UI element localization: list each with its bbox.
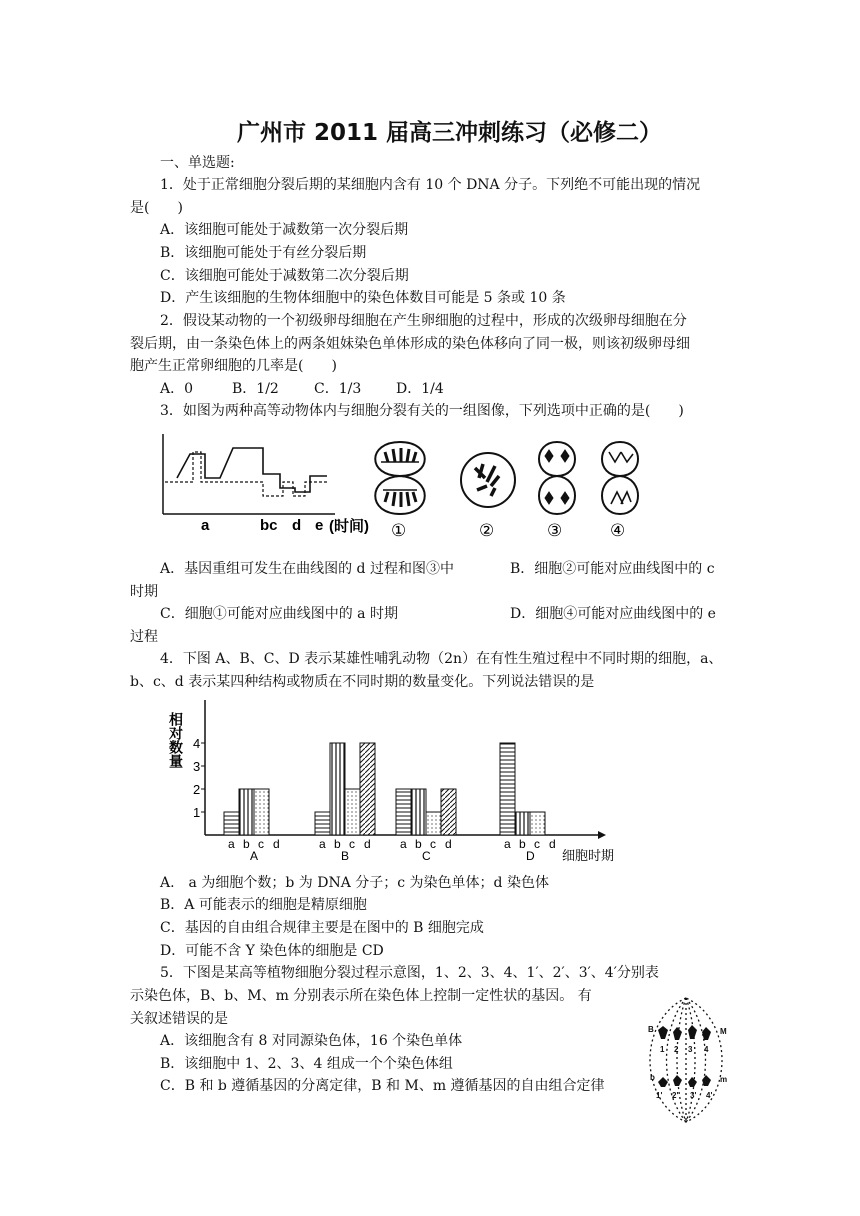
q3-option-b-cont: 时期 — [130, 584, 158, 600]
cell-2-label: ② — [479, 521, 495, 540]
q2-option-a: A．0 — [160, 381, 194, 397]
q4-bar-C-a — [396, 789, 411, 835]
q4-ylabel: 相对数量 — [168, 712, 184, 768]
q3-option-d: D．细胞④可能对应曲线图中的 e — [510, 606, 716, 622]
q3-time-label: (时间) — [329, 518, 369, 535]
q4-series-label: d — [549, 837, 556, 851]
q4-bar-A-c — [254, 789, 269, 835]
q1-option-b: B．该细胞可能处于有丝分裂后期 — [160, 245, 367, 261]
q2-option-b: B．1/2 — [232, 381, 279, 397]
q5-stem: 5．下图是某高等植物细胞分裂过程示意图，1、2、3、4、1′、2′、3′、4′分别表 — [160, 965, 659, 981]
q4-bar-A-a — [224, 812, 239, 835]
q4-bar-A-b — [239, 789, 254, 835]
cell-2-figure — [461, 453, 515, 507]
q1-option-c: C．该细胞可能处于减数第二次分裂后期 — [160, 268, 409, 284]
q4-series-label: a — [319, 837, 326, 851]
q4-xlabel: 细胞时期 — [562, 848, 615, 863]
q4-series-label: c — [534, 837, 540, 851]
q5-gene-label: B — [648, 1025, 654, 1034]
q5-chromosome-label: 2' — [672, 1091, 679, 1100]
q4-series-label: c — [349, 837, 355, 851]
q5-option-b: B．该细胞中 1、2、3、4 组成一个个染色体组 — [160, 1056, 453, 1072]
q4-stem: 4．下图 A、B、C、D 表示某雄性哺乳动物（2n）在有性生殖过程中不同时期的细胞，a、 — [160, 651, 723, 667]
q4-option-d: D．可能不含 Y 染色体的细胞是 CD — [160, 943, 384, 959]
q4-ytick-label: 3 — [193, 759, 201, 774]
q5-chromosome-label: 3' — [690, 1091, 697, 1100]
q4-bar-C-c — [426, 812, 441, 835]
q5-chromosome-label: 1' — [656, 1091, 663, 1100]
q2-stem-cont: 裂后期，由一条染色体上的两条姐妹染色单体形成的染色体移向了同一极，则该初级卵母细 — [130, 336, 690, 352]
q1-option-a: A．该细胞可能处于减数第一次分裂后期 — [160, 222, 409, 238]
cell-3-label: ③ — [547, 521, 563, 540]
q4-series-label: b — [415, 837, 422, 851]
q4-series-label: b — [243, 837, 250, 851]
q4-series-label: d — [445, 837, 452, 851]
q4-bar-C-b — [411, 789, 426, 835]
q1-stem: 1．处于正常细胞分裂后期的某细胞内含有 10 个 DNA 分子。下列绝不可能出现的情况 — [160, 177, 701, 193]
q3-option-a: A．基因重组可发生在曲线图的 d 过程和图③中 — [160, 561, 454, 577]
page-title: 广州市 2011 届高三冲刺练习（必修二） — [237, 120, 663, 146]
q4-bar-B-d — [360, 743, 375, 835]
q2-stem-cont2: 胞产生正常卵细胞的几率是( ) — [130, 358, 337, 374]
q5-chromosome-label: 4' — [706, 1091, 713, 1100]
q3-option-d-cont: 过程 — [130, 629, 158, 645]
cell-4-label: ④ — [610, 521, 626, 540]
q4-series-label: d — [364, 837, 371, 851]
q5-option-a: A．该细胞含有 8 对同源染色体，16 个染色单体 — [160, 1033, 463, 1049]
q4-series-label: b — [519, 837, 526, 851]
q5-option-c: C．B 和 b 遵循基因的分离定律，B 和 M、m 遵循基因的自由组合定律 — [160, 1078, 605, 1094]
q4-series-label: b — [334, 837, 341, 851]
q4-bar-C-d — [441, 789, 456, 835]
q4-series-label: a — [228, 837, 235, 851]
q2-stem: 2．假设某动物的一个初级卵母细胞在产生卵细胞的过程中，形成的次级卵母细胞在分 — [160, 313, 687, 329]
q5-cell-figure — [628, 990, 748, 1130]
cell-4-figure — [602, 442, 638, 514]
q5-gene-label: m — [720, 1075, 728, 1084]
cell-1-label: ① — [391, 521, 407, 540]
q4-option-c: C．基因的自由组合规律主要是在图中的 B 细胞完成 — [160, 920, 484, 936]
q4-x-arrow — [598, 831, 606, 839]
q5-stem-cont2: 关叙述错误的是 — [130, 1011, 228, 1027]
q4-series-label: d — [273, 837, 280, 851]
q5-chromosome-label: 2 — [674, 1045, 679, 1054]
q1-option-d: D．产生该细胞的生物体细胞中的染色体数目可能是 5 条或 10 条 — [160, 290, 566, 306]
q4-bar-B-c — [345, 789, 360, 835]
q4-ytick-label: 4 — [193, 736, 201, 751]
q2-option-c: C．1/3 — [314, 381, 362, 397]
q5-chromosome-label: 4 — [704, 1045, 709, 1054]
q3-phase-label: d — [292, 517, 302, 534]
q5-stem-cont: 示染色体，B、b、M、m 分别表示所在染色体上控制一定性状的基因。 有 — [130, 988, 592, 1004]
q3-phase-label: a — [201, 517, 210, 534]
q3-phase-label: e — [315, 517, 324, 534]
q3-dashed-curve — [165, 452, 327, 496]
q4-group-label: B — [341, 849, 350, 863]
q4-bar-B-a — [315, 812, 330, 835]
q4-series-label: a — [400, 837, 407, 851]
q4-option-a: A. a 为细胞个数；b 为 DNA 分子；c 为染色单体；d 染色体 — [160, 875, 549, 891]
q5-gene-label: b — [650, 1073, 655, 1082]
cell-3-figure — [539, 442, 575, 514]
q4-group-label: A — [250, 849, 259, 863]
q4-bar-D-a — [500, 743, 515, 835]
section-heading: 一、单选题: — [160, 155, 235, 171]
q5-chromosome-label: 1 — [660, 1045, 665, 1054]
q3-curve-chart — [163, 434, 335, 514]
cell-1-figure — [375, 442, 425, 514]
q4-stem-cont: b、c、d 表示某四种结构或物质在不同时期的数量变化。下列说法错误的是 — [130, 674, 595, 690]
q3-phase-label: bc — [260, 517, 278, 534]
q4-group-label: C — [422, 849, 431, 863]
q3-stem: 3．如图为两种高等动物体内与细胞分裂有关的一组图像，下列选项中正确的是( ) — [160, 403, 684, 419]
q4-bar-B-b — [330, 743, 345, 835]
q4-bar-D-c — [530, 812, 545, 835]
q4-option-b: B．A 可能表示的细胞是精原细胞 — [160, 897, 367, 913]
q5-chromosome-label: 3 — [688, 1045, 693, 1054]
q3-option-b: B．细胞②可能对应曲线图中的 c — [510, 561, 715, 577]
q1-stem-cont: 是( ) — [130, 200, 183, 216]
q4-series-label: c — [430, 837, 436, 851]
q3-option-c: C．细胞①可能对应曲线图中的 a 时期 — [160, 606, 398, 622]
q4-group-label: D — [526, 849, 535, 863]
q4-bar-chart — [168, 698, 615, 868]
q3-figure — [155, 430, 745, 545]
q5-gene-label: M — [720, 1027, 727, 1036]
q4-bar-D-b — [515, 812, 530, 835]
q2-option-d: D．1/4 — [396, 381, 444, 397]
q4-series-label: c — [258, 837, 264, 851]
q4-series-label: a — [504, 837, 511, 851]
q4-ytick-label: 2 — [193, 782, 201, 797]
q4-ytick-label: 1 — [193, 805, 201, 820]
